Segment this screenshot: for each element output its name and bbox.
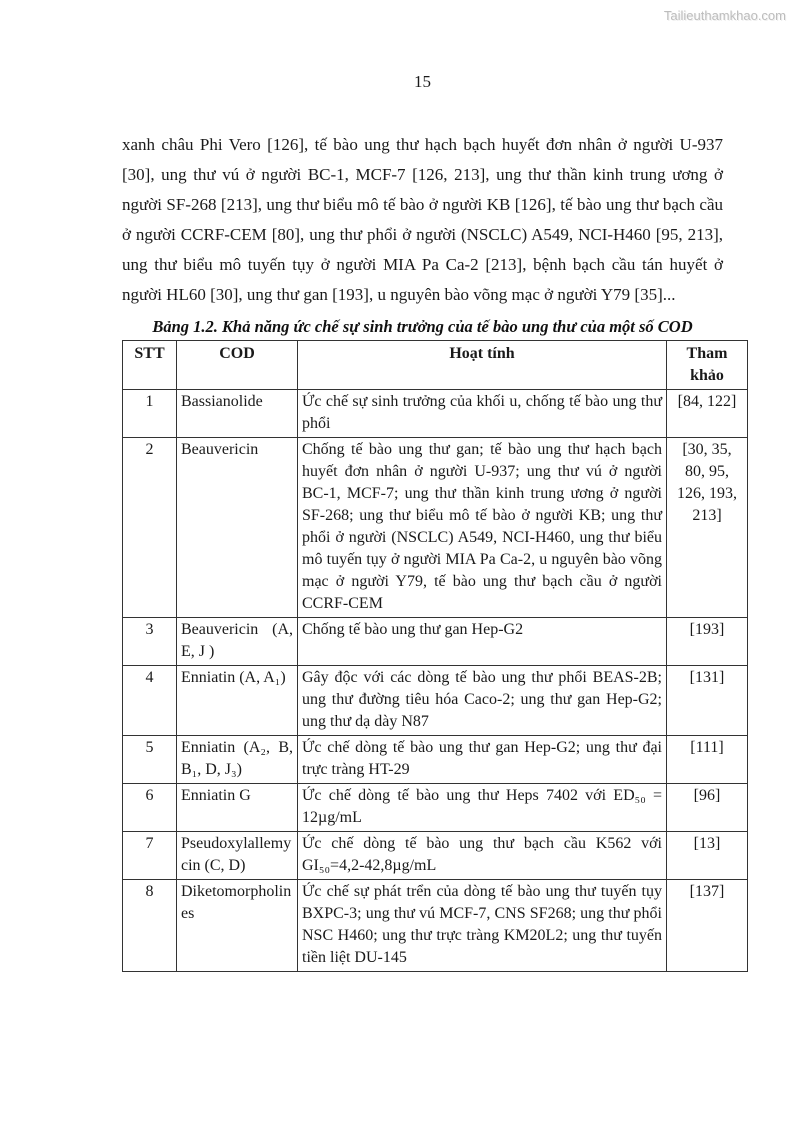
table-row [123,390,748,438]
cell-cod: Beauvericin [177,438,298,618]
table-row [123,784,748,832]
header-activity: Hoạt tính [298,341,667,390]
cell-stt: 6 [123,784,177,832]
header-cod: COD [177,341,298,390]
cell-stt: 4 [123,666,177,736]
header-row [123,341,748,390]
header-stt: STT [123,341,177,390]
cell-activity: Ức chế dòng tế bào ung thư Heps 7402 với ED₅₀ = 12µg/mL [298,784,667,832]
page-number: 15 [414,72,431,91]
cell-stt: 5 [123,736,177,784]
table-row [123,618,748,666]
table-row [123,666,748,736]
cell-cod: Enniatin G [177,784,298,832]
table-row [123,880,748,972]
cell-activity: Chống tế bào ung thư gan; tế bào ung thư hạch bạch huyết đơn nhân ở người U-937; ung thư vú ở người BC-1, MCF-7; ung thư thần kinh trung ương ở người SF-268; ung thư biểu mô tế bào ở người KB; ung thư phổi ở người (NSCLC) A549, NCI-H460, ung thư biểu mô tuyến tụy ở người MIA Pa Ca-2, u nguyên bào võng mạc ở người Y79, tế bào ung thư bạch cầu ở người CCRF-CEM [298,438,667,618]
cell-activity: Gây độc với các dòng tế bào ung thư phổi BEAS-2B; ung thư đường tiêu hóa Caco-2; ung thư gan Hep-G2; ung thư dạ dày N87 [298,666,667,736]
table-body [123,390,748,972]
cell-reference: [193] [667,618,748,666]
table-row [123,736,748,784]
table-header [123,341,748,390]
cell-reference: [96] [667,784,748,832]
table-row [123,438,748,618]
cell-reference: [84, 122] [667,390,748,438]
table-row [123,832,748,880]
cell-activity: Ức chế sự sinh trưởng của khối u, chống tế bào ung thư phổi [298,390,667,438]
header-reference: Tham khảo [667,341,748,390]
cell-reference: [13] [667,832,748,880]
cell-cod: Enniatin (A₂, B, B₁, D, J₃) [177,736,298,784]
cell-activity: Chống tế bào ung thư gan Hep-G2 [298,618,667,666]
cell-reference: [137] [667,880,748,972]
cell-cod: Pseudoxylallemycin (C, D) [177,832,298,880]
cell-stt: 2 [123,438,177,618]
cell-stt: 7 [123,832,177,880]
cell-stt: 3 [123,618,177,666]
cell-cod: Diketomorpholines [177,880,298,972]
cell-reference: [111] [667,736,748,784]
watermark: Tailieuthamkhao.com [663,8,786,23]
cell-reference: [131] [667,666,748,736]
cod-table [122,340,748,972]
table-caption: Bảng 1.2. Khả năng ức chế sự sinh trưởng của tế bào ung thư của một số COD [152,317,693,336]
cell-cod: Beauvericin (A, E, J ) [177,618,298,666]
cell-activity: Ức chế sự phát trển của dòng tế bào ung thư tuyến tụy BXPC-3; ung thư vú MCF-7, CNS SF268; ung thư phổi NSC H460; ung thư trực tràng KM20L2; ung thư tuyến tiền liệt DU-145 [298,880,667,972]
cell-activity: Ức chế dòng tế bào ung thư bạch cầu K562 với GI₅₀=4,2-42,8µg/mL [298,832,667,880]
cell-cod: Enniatin (A, A₁) [177,666,298,736]
cell-cod: Bassianolide [177,390,298,438]
cell-stt: 8 [123,880,177,972]
cell-reference: [30, 35, 80, 95, 126, 193, 213] [667,438,748,618]
cell-stt: 1 [123,390,177,438]
cell-activity: Ức chế dòng tế bào ung thư gan Hep-G2; ung thư đại trực tràng HT-29 [298,736,667,784]
body-paragraph: xanh châu Phi Vero [126], tế bào ung thư hạch bạch huyết đơn nhân ở người U-937 [30], ung thư vú ở người BC-1, MCF-7 [126, 213], ung thư thần kinh trung ương ở người SF-268 [213], ung thư biểu mô tế bào ở người KB [126], tế bào ung thư bạch cầu ở người CCRF-CEM [80], ung thư phổi ở người (NSCLC) A549, NCI-H460 [95, 213], ung thư biểu mô tuyến tụy ở người MIA Pa Ca-2 [213], bệnh bạch cầu tán huyết ở người HL60 [30], ung thư gan [193], u nguyên bào võng mạc ở người Y79 [35]... [122,135,723,304]
